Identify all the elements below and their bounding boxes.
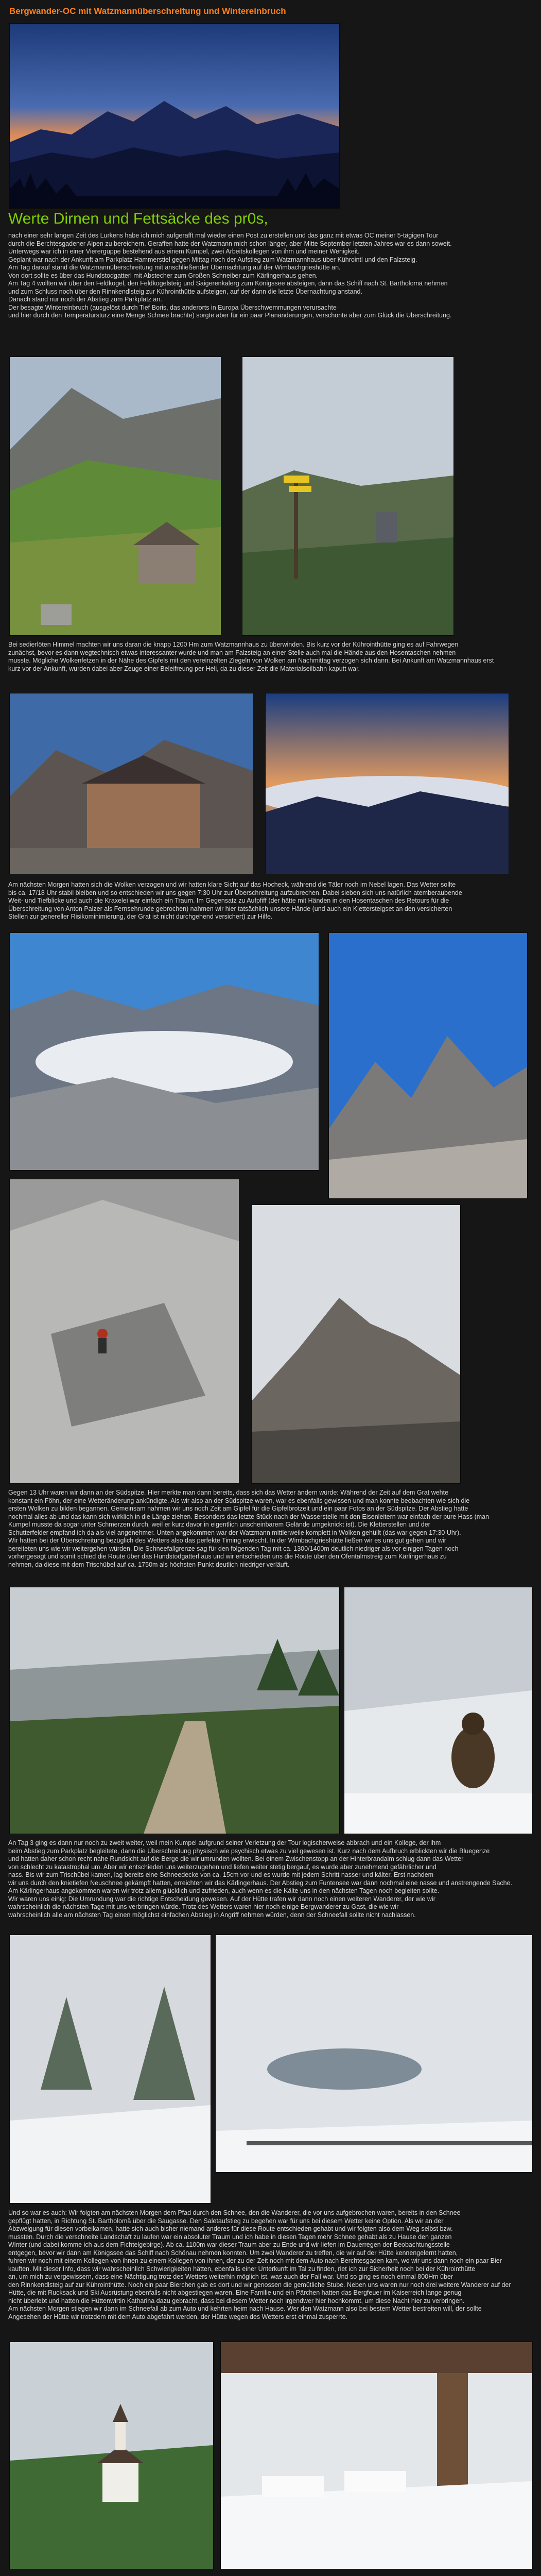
sunset-mountain-photo — [9, 23, 340, 209]
greeting-heading: Werte Dirnen und Fettsäcke des pr0s, — [8, 210, 268, 227]
page-title: Bergwander-OC mit Watzmannüberschreitung und Wintereinbruch — [9, 6, 286, 16]
snow-covered-terrace-photo — [220, 2342, 533, 2569]
snowfall-paragraph: An Tag 3 ging es dann nur noch zu zweit weiter, weil mein Kumpel aufgrund seiner Verletzung der Tour logischerweise abbrach und ein Kollege, der ihm beim Abstieg zum Parkplatz begleitete, dann die Überschreitung physisch wie psychisch etwas zu viel gewesen ist. Kurz nach dem Aufbruch erblickten wir die Bluegenze und hatten daher schon recht nahe Rundsicht auf die Berge die wir umrunden wollten. Bei einem Zwischenstopp an der Hinterbrandalm schlug dann das Wetter von schlecht zu katastrophal um. Aber wir entschieden uns weiterzugehen und liefen weiter stetig bergauf, es wurde aber zunehmend gefährlicher und nass. Bis wir zum Trischübel kamen, lag bereits eine Schneedecke von ca. 15cm vor und es wurde mit jedem Schritt nasser und kälter. Erst nachdem wir uns durch den knietiefen Neuschnee gekämpft hatten, erreichten wir das Kärlingerhaus. Der Abstieg zum Funtensee war dann nochmal eine nasse und anstrengende Sache. Am Kärlingerhaus angekommen waren wir trotz allem glücklich und zufrieden, auch wenn es die Kälte uns in den nächsten Tagen noch begleiten sollte. Wir waren uns einig: Die Umrundung war die richtige Entscheidung gewesen. Auf der Hütte trafen wir dann noch einen weiteren Wanderer, der wie wir wahrscheinlich die nächsten Tage mit uns verbringen würde. Trotz des Wetters waren hier noch einige Bergwanderer zu Gast, die wie wir wahrscheinlich alle am nächsten Tag einen möglichst einfachen Abstieg in Angriff nehmen würden, denn der Schneefall sollte nicht nachlassen. — [8, 1839, 513, 1919]
rocky-summit-blue-sky-photo — [328, 933, 528, 1199]
descent-paragraph: Gegen 13 Uhr waren wir dann an der Südspitze. Hier merkte man dann bereits, dass sich das Wetter ändern würde: Während der Zeit auf dem Grat wehte konstant ein Föhn, der eine Wetteränderung ankündigte. Als wir also an der Südspitze waren, war es ebenfalls gewissen und man konnte beobachten wie sich die ersten Wolken zu bilden begannen. Gemeinsam nahmen wir uns noch Zeit am Gipfel für die Gipfelbrotzeit und ein paar Fotos an der Südspitze. Der Abstieg hatte nochmal alles ab und das kann sich wirklich in die Länge ziehen. Besonders das letzte Stück nach der Wasserstelle mit den Eisenleitern war einfach der pure Hass (man Kumpel musste da sogar unter Schmerzen durch, weil er kurz davor in eigentlich unscheinbarem Gelände umgeknickt ist). Die Kletterstellen und der Schutterfelder empfand ich da als viel angenehmer. Unten angekommen war der Watzmann mittlerweile komplett in Wolken gehüllt (das war gegen 17:30 Uhr). Wir hatten bei der Überschreitung bezüglich des Wetters also das perfekte Timing erwischt. In der Wimbachgrieshütte ließen wir es uns gut gehen und wir bereiteten uns wie wir weitergehen würden. Die Schneefallgrenze sag für den folgenden Tag mit ca. 1300/1400m deutlich niedriger als vor einigen Tagen noch vorhergesagt und somit schied die Route über das Hundstodgatterl aus und wir entschieden uns die Route über den Ofentalmstreig zum Kärlingerhaus zu nehmen, da diese mit dem Trischübel auf ca. 1750m als höchsten Punkt deutlich niedriger verläuft. — [8, 1489, 490, 1568]
rocky-peak-photo — [251, 1205, 461, 1484]
forest-path-photo — [9, 1587, 340, 1834]
climber-on-ridge-photo — [9, 1179, 239, 1484]
snowy-marmot-photo — [344, 1587, 533, 1834]
alpine-valley-clouds-photo — [9, 933, 319, 1171]
watzmannhaus-hut-photo — [9, 357, 221, 636]
summit-trail-signpost-photo — [242, 357, 454, 636]
ridge-paragraph: Am nächsten Morgen hatten sich die Wolken verzogen und wir hatten klare Sicht auf das Hocheck, während die Täler noch im Nebel lagen. Das Wetter sollte bis ca. 17/18 Uhr stabil bleiben und so entschieden wir uns gegen 7:30 Uhr zur Überschreitung aufzubrechen. Dabei sieben sich uns natürlich atemberaubende Weit- und Tiefblicke und auch die Kraxelei war einfach ein Traum. Im Gegensatz zu Aufpfiff (der hätte mit Händen in den Hosentaschen des Retours für die Überschreitung von Anton Palzer als Fernsehrunde gebrochen) nahmen wir hier tatsächlich unsere Hände (und auch ein Klettersteigset an den versicherten Stellen zur genereller Risikominimierung, der Grat ist nicht durchgehend versichert) zur Hilfe. — [8, 881, 462, 920]
ascent-paragraph: Bei sedierlöten Himmel machten wir uns daran die knapp 1200 Hm zum Watzmannhaus zu überwinden. Bis kurz vor der Kührointhütte ging es auf Fahrwegen zunächst, bevor es dann wegtechnisch etwas interessanter wurde und man am Falzsteig an einer Stelle auch mal die Hände aus den Hosentaschen nehmen musste. Mögliche Wolkenfetzen in der Nähe des Gipfels mit den vereinzelten Ziegeln von Wolken am Nachmittag verzogen sich dann. Bei Ankunft am Watzmannhaus erst kurz vor der Ankunft, wurden dabei aber Zeuge einer Beleifreung per Heli, da zu dieser Zeit die Materialseilbahn kaputt war. — [8, 641, 494, 672]
chapel-valley-photo — [9, 2342, 214, 2569]
mountain-hut-sunrise-photo — [9, 693, 253, 874]
snowy-lake-photo — [215, 1935, 533, 2173]
sea-of-clouds-photo — [265, 693, 509, 874]
snowy-trees-photo — [9, 1935, 211, 2204]
intro-paragraph: nach einer sehr langen Zeit des Lurkens habe ich mich aufgerafft mal wieder einen Post zu erstellen und das ganz mit etwas OC meiner 5-tägigen Tour durch die Berchtesgadener Alpen zu bereichern. Geraffen hatte der Watzmann mich schon länger, aber Mitte September letzten Jahres war es dann soweit. Unterwegs war ich in einer Viererguppe bestehend aus einem Kumpel, zwei Arbeitskollegen von ihm und meiner Wenigkeit. Geplant war nach der Ankunft am Parkplatz Hammerstiel gegen Mittag noch der Aufstieg zum Watzmannhaus über Kührointl und den Falzsteig. Am Tag darauf stand die Watzmannüberschreitung mit anschließender Übernachtung auf der Wimbachgrieshütte an. Von dort sollte es über das Hundstodgatterl mit Abstecher zum Großen Schneiber zum Kärlingerhaus gehen. Am Tag 4 wollten wir über den Feldkogel, den Feldkogelsteig und Saigerenkalerg zum Königssee absteigen, dann das Schiff nach St. Bartholomä nehmen und zum Schluss noch über den Rinnkendlsteig zur Kührointhütte aufsteigen, auf der dann die letzte Übernachtung anstand. Danach stand nur noch der Abstieg zum Parkplatz an. Der besagte Wintereinbruch (ausgelöst durch Tief Boris, das anderorts in Europa Überschwemmungen verursachte und hier durch den Temperatursturz eine Menge Schnee brachte) sorgte aber für ein paar Planänderungen, verschonte aber zum Glück die Überschreitung. — [8, 232, 452, 319]
final-days-paragraph: Und so war es auch: Wir folgten am nächsten Morgen dem Pfad durch den Schnee, den die Wanderer, die vor uns aufgebrochen waren, bereits in den Schnee gepflügt hatten, in Richtung St. Bartholomä über die Saugasse. Den Saletaufstieg zu begehen war für uns bei diesem Wetter keine Option. Als wir an der Abzweigung für diesen vorbeikamen, hatte sich auch bisher niemand anderes für diese Route entschieden gehabt und wir folgten also dem Weg selbst bzw. mussten. Durch die verschneite Landschaft zu laufen war ein absoluter Traum und ich habe in diesen Tagen mehr Schnee gehabt als zu Hause den ganzen Winter (und dabei komme ich aus dem Fichtelgebirge). Ab ca. 1100m war dieser Traum aber zu Ende und wir liefen im Dauerregen der Beobachtungsstelle entgegen, bevor wir dann am Königssee das Schiff nach Schönau nehmen konnten. Um zwei Wanderer zu treffen, die wir auf der Hütte kennengelernt hatten, fuhren wir noch mit einem Kollegen von ihnen zu einem Kollegen von ihnen, der zu der Zeit noch mit dem Auto nach Berchtesgaden kam, wo wir uns dann noch ein paar Bier kauften. Mit dieser Info, dass wir wahrscheinlich Schwierigkeiten hätten, ebenfalls einer Unterkunft im Tal zu finden, riet ich zur Sicherheit noch bei der Kührointhütte an, um mich zu vergewissern, dass eine Nächtigung trotz des Wetters weiterhin möglich ist, was auch der Fall war. Und so ging es noch einmal 800Hm über den Rinnkendlsteig auf zur Kührointhütte. Noch ein paar Bierchen gab es dort und wir genossen die gemütliche Stube. Neben uns waren nur noch drei weitere Wanderer auf der Hütte, die mit Rucksack und Ski Ausrüstung ebenfalls nicht abgestiegen waren. Eine Familie und ein Pärchen hatten das Bergfeuer im Kaiserreich lange genug nicht überlebt und hatten die Hüttenwirtin Katharina dazu gebracht, dass bei diesem Wetter noch irgendwer hier hochkommt, um diese Nacht hier zu verbringen. Am nächsten Morgen stiegen wir dann im Schneefall ab zum Auto und kehrten heim nach Hause. Wer den Watzmann also bei bestem Wetter bestreiten will, der sollte Angesehen der Hütte wir trotzdem mit dem Auto abgefahrt werden, der Hütte wegen des Wetters erst einmal zusperrte. — [8, 2209, 511, 2320]
